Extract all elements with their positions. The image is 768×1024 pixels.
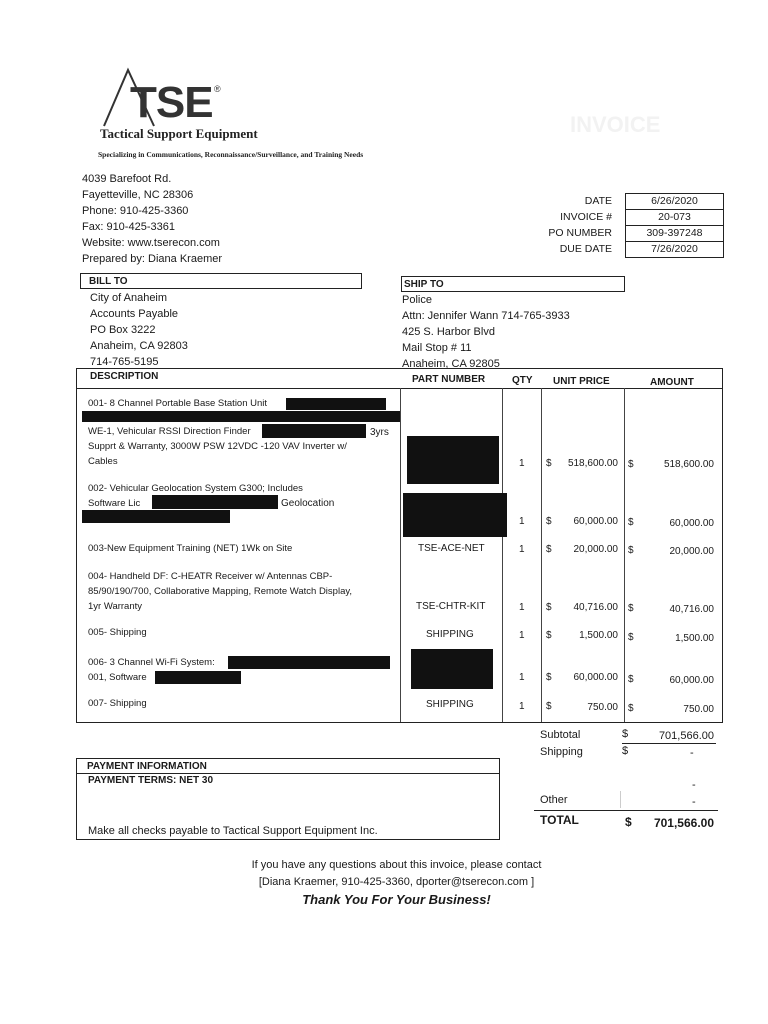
logo-text: TSE [130, 78, 213, 127]
currency-symbol: $ [628, 459, 634, 470]
faded-watermark: INVOICE [570, 112, 661, 137]
shipping-label: Shipping [540, 746, 583, 758]
item-amount: 1,500.00 [675, 633, 714, 644]
ship-to-line: Mail Stop # 11 [402, 342, 472, 354]
redaction-box [82, 411, 400, 422]
item-qty: 1 [519, 516, 525, 527]
item-line: 3yrs [370, 427, 389, 438]
registered-mark: ® [214, 84, 221, 94]
item-amount: 20,000.00 [669, 546, 714, 557]
item-description [88, 696, 398, 711]
subtotal-label: Subtotal [540, 729, 581, 741]
redaction-box [82, 510, 230, 523]
total-value: 701,566.00 [653, 816, 714, 830]
payment-terms: PAYMENT TERMS: NET 30 [88, 775, 214, 786]
item-line: 007- Shipping [88, 698, 147, 709]
currency-symbol: $ [625, 815, 632, 829]
currency-symbol: $ [628, 517, 634, 528]
redaction-box [262, 424, 366, 438]
item-amount: 60,000.00 [669, 675, 714, 686]
item-line: Supprt & Warranty, 3000W PSW 12VDC -120 VAV Inverter w/ [88, 441, 347, 452]
currency-symbol: $ [546, 544, 552, 555]
item-qty: 1 [519, 458, 525, 469]
total-label: TOTAL [540, 813, 579, 827]
company-address [82, 171, 222, 267]
ship-to-heading: SHIP TO [401, 276, 625, 292]
item-part-number: SHIPPING [426, 699, 474, 710]
ship-to-line: Anaheim, CA 92805 [402, 358, 500, 370]
item-unit-price: 518,600.00 [567, 458, 618, 469]
column-divider [400, 388, 401, 722]
col-header-part-number: PART NUMBER [412, 374, 486, 385]
bill-to-line: Accounts Payable [90, 308, 179, 320]
item-amount: 750.00 [683, 704, 714, 715]
po-number: 309-397248 [626, 226, 723, 242]
contact-note: If you have any questions about this invoice, please contact [251, 859, 542, 871]
item-amount: 60,000.00 [669, 518, 714, 529]
ship-to-line: Attn: Jennifer Wann 714-765-3933 [402, 310, 570, 322]
item-line: 004- Handheld DF: C-HEATR Receiver w/ Antennas CBP- [88, 571, 333, 582]
bill-to-line: 714-765-5195 [90, 356, 159, 368]
item-part-number: SHIPPING [426, 629, 474, 640]
address-line: Fayetteville, NC 28306 [82, 189, 194, 201]
currency-symbol: $ [628, 674, 634, 685]
invoice-number-label: INVOICE # [560, 211, 612, 223]
checks-payable-note: Make all checks payable to Tactical Support Equipment Inc. [88, 825, 378, 837]
item-unit-price: 1,500.00 [579, 630, 618, 641]
currency-symbol: $ [546, 516, 552, 527]
ship-to-address [402, 292, 570, 372]
other-label: Other [540, 794, 568, 806]
invoice-date: 6/26/2020 [626, 194, 723, 210]
item-qty: 1 [519, 630, 525, 641]
bill-to-line: Anaheim, CA 92803 [90, 340, 188, 352]
redaction-box [411, 649, 493, 689]
item-amount: 40,716.00 [669, 604, 714, 615]
item-part-number: TSE-CHTR-KIT [416, 601, 486, 612]
due-date-label: DUE DATE [559, 243, 612, 255]
redaction-box [228, 656, 390, 669]
item-line: 85/90/190/700, Collaborative Mapping, Remote Watch Display, [88, 586, 353, 597]
item-part-number: TSE-ACE-NET [418, 543, 485, 554]
contact-details: [Diana Kraemer, 910-425-3360, dporter@tserecon.com ] [258, 876, 535, 888]
currency-symbol: $ [546, 701, 552, 712]
thank-you-note: Thank You For Your Business! [302, 892, 491, 907]
tax-value: - [692, 779, 696, 791]
currency-symbol: $ [546, 630, 552, 641]
fax-line: Fax: 910-425-3361 [82, 221, 175, 233]
bill-to-heading: BILL TO [80, 273, 362, 289]
item-description [88, 625, 398, 640]
col-header-amount: AMOUNT [650, 377, 694, 388]
item-line: 006- 3 Channel Wi-Fi System: [88, 657, 215, 668]
currency-symbol: $ [628, 603, 634, 614]
payment-information-heading: PAYMENT INFORMATION [76, 758, 500, 774]
currency-symbol: $ [546, 602, 552, 613]
subtotal-value: 701,566.00 [658, 730, 714, 742]
currency-symbol: $ [546, 458, 552, 469]
col-header-unit-price: UNIT PRICE [553, 376, 610, 387]
other-value: - [692, 796, 696, 808]
column-divider [502, 388, 503, 722]
website-line: Website: www.tserecon.com [82, 237, 220, 249]
item-line: 1yr Warranty [88, 601, 143, 612]
item-unit-price: 750.00 [587, 702, 618, 713]
prepared-by-line: Prepared by: Diana Kraemer [82, 253, 223, 265]
due-date: 7/26/2020 [651, 243, 698, 255]
invoice-number: 20-073 [626, 210, 723, 226]
col-header-description: DESCRIPTION [90, 371, 159, 382]
invoice-meta-values [625, 193, 724, 258]
item-line: Geolocation [281, 498, 335, 509]
company-name: Tactical Support Equipment [100, 126, 258, 141]
address-line: 4039 Barefoot Rd. [82, 173, 172, 185]
date-label: DATE [584, 195, 612, 207]
item-qty: 1 [519, 544, 525, 555]
item-unit-price: 40,716.00 [573, 602, 618, 613]
shipping-value: - [690, 747, 694, 759]
currency-symbol: $ [622, 745, 629, 757]
ship-to-line: 425 S. Harbor Blvd [402, 326, 495, 338]
item-unit-price: 60,000.00 [573, 516, 618, 527]
item-unit-price: 60,000.00 [573, 672, 618, 683]
item-qty: 1 [519, 701, 525, 712]
item-line: 003-New Equipment Training (NET) 1Wk on Site [88, 543, 293, 554]
item-line: 002- Vehicular Geolocation System G300; Includes [88, 483, 303, 494]
column-divider [624, 388, 625, 722]
redaction-box [152, 495, 278, 509]
item-description [88, 569, 398, 614]
item-line: Software Lic [88, 498, 141, 509]
item-description [88, 541, 398, 556]
redaction-box [286, 398, 386, 410]
redaction-box [403, 493, 507, 537]
item-line: 001, Software [88, 672, 147, 683]
item-amount: 518,600.00 [663, 459, 714, 470]
item-line: 005- Shipping [88, 627, 147, 638]
currency-symbol: $ [628, 703, 634, 714]
item-qty: 1 [519, 672, 525, 683]
invoice-meta-labels [520, 193, 612, 257]
item-line: Cables [88, 456, 118, 467]
col-header-qty: QTY [512, 375, 533, 386]
item-line: 001- 8 Channel Portable Base Station Unit [88, 398, 268, 409]
redaction-box [407, 436, 499, 484]
currency-symbol: $ [622, 728, 629, 740]
item-qty: 1 [519, 602, 525, 613]
redaction-box [155, 671, 241, 684]
total-divider [534, 810, 718, 811]
other-field [620, 791, 716, 808]
po-number-label: PO NUMBER [548, 227, 612, 239]
currency-symbol: $ [628, 632, 634, 643]
ship-to-line: Police [402, 294, 432, 306]
column-divider [541, 388, 542, 722]
subtotal-divider [622, 743, 716, 744]
bill-to-line: PO Box 3222 [90, 324, 156, 336]
bill-to-line: City of Anaheim [90, 292, 168, 304]
currency-symbol: $ [546, 672, 552, 683]
currency-symbol: $ [628, 545, 634, 556]
company-tagline: Specializing in Communications, Reconnaissance/Surveillance, and Training Needs [98, 150, 364, 159]
phone-line: Phone: 910-425-3360 [82, 205, 189, 217]
item-unit-price: 20,000.00 [573, 544, 618, 555]
item-line: WE-1, Vehicular RSSI Direction Finder [88, 426, 251, 437]
bill-to-address [90, 290, 188, 370]
